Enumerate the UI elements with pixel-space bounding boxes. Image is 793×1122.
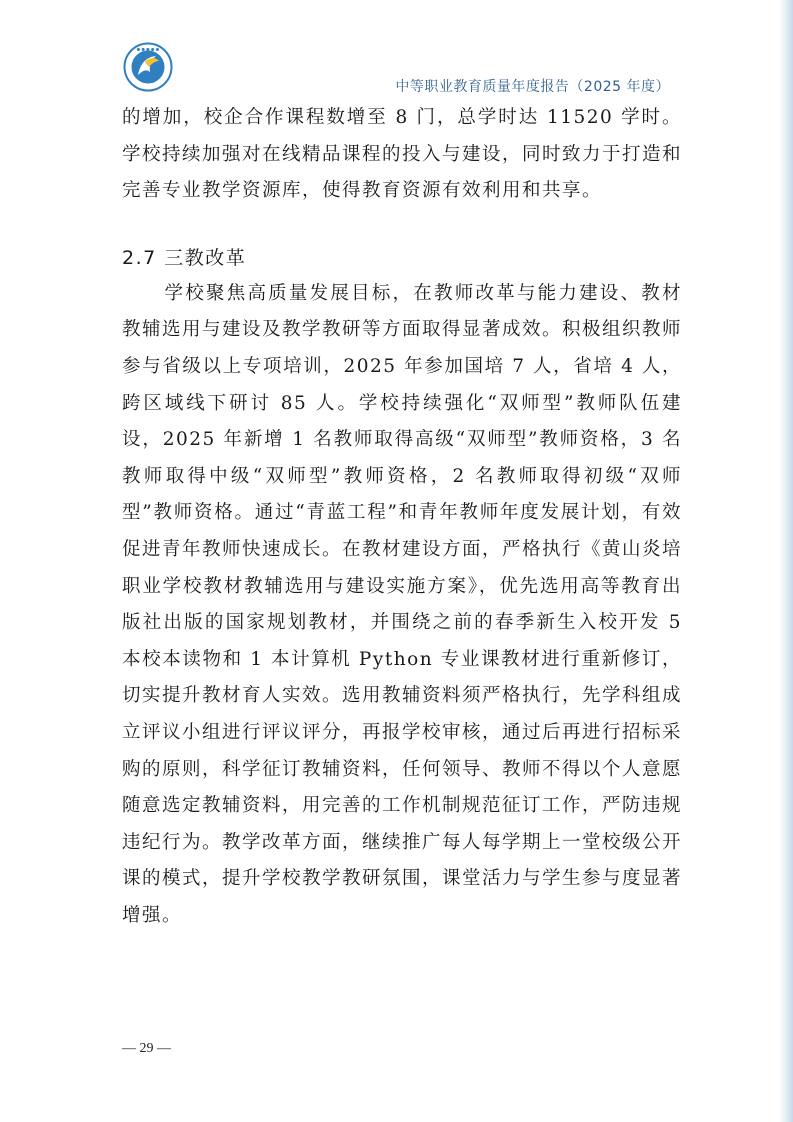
page-number: — 29 — [122,1041,171,1056]
intro-paragraph: 的增加，校企合作课程数增至 8 门，总学时达 11520 学时。学校持续加强对在线精品课程的投入与建设，同时致力于打造和完善专业教学资源库，使得教育资源有效利用和共享。 [122,107,683,202]
svg-text:● ● ● ● ●: ● ● ● ● ● [136,46,160,52]
page-edge-shadow [779,0,793,1122]
page-content [122,100,682,934]
report-header-title: 中等职业教育质量年度报告（2025 年度） [395,79,670,95]
school-emblem-icon [123,42,173,92]
body-paragraph: 学校聚焦高质量发展目标，在教师改革与能力建设、教材教辅选用与建设及教学教研等方面取得显著成效。积极组织教师参与省级以上专项培训，2025 年参加国培 7 人，省培 4 人，跨区域线下研讨 85 人。学校持续强化“双师型”教师队伍建设，2025 年新增 1 名教师取得高级“双师型”教师资格，3 名教师取得中级“双师型”教师资格，2 名教师取得初级“双师型”教师资格。通过“青蓝工程”和青年教师年度发展计划，有效促进青年教师快速成长。在教材建设方面，严格执行《黄山炎培职业学校教材教辅选用与建设实施方案》，优先选用高等教育出版社出版的国家规划教材，并围绕之前的春季新生入校开发 5 本校本读物和 1 本计算机 Python 专业课教材进行重新修订，切实提升教材育人实效。选用教辅资料须严格执行，先学科组成立评议小组进行评议评分，再报学校审核，通过后再进行招标采购的原则，科学征订教辅资料，任何领导、教师不得以个人意愿随意选定教辅资料，用完善的工作机制规范征订工作，严防违规违纪行为。教学改革方面，继续推广每人每学期上一堂校级公开课的模式，提升学校教学教研氛围，课堂活力与学生参与度显著增强。 [122,282,683,926]
section-heading: 2.7 三教改革 [122,246,247,269]
